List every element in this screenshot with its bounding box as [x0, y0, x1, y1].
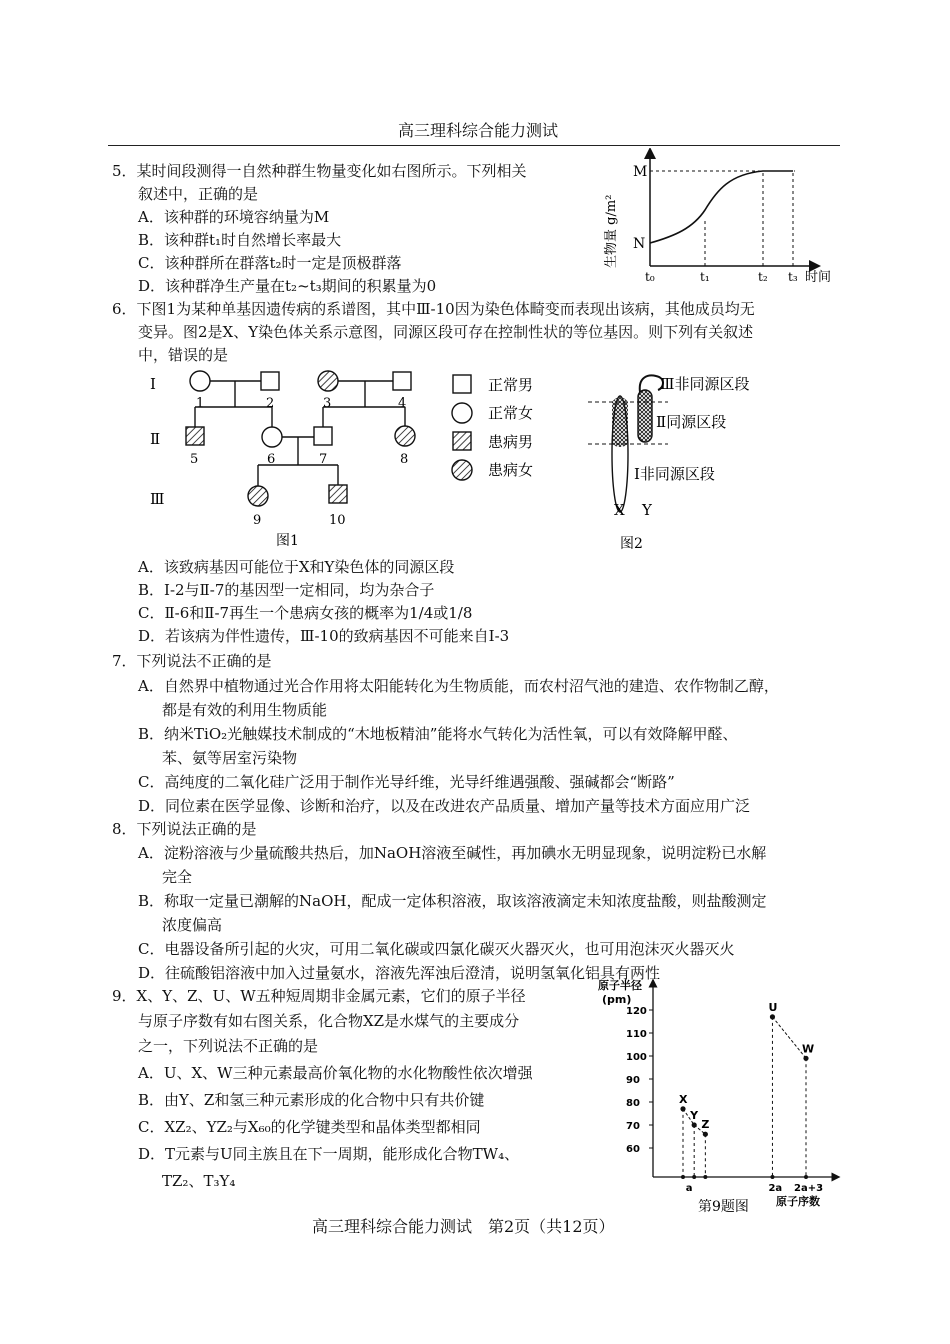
- q7-option-b-line1: B．纳米TiO₂光触媒技术制成的“木地板精油”能将水气转化为活性氧，可以有效降解甲醛、: [138, 725, 738, 743]
- q5-stem-line1: 5．某时间段测得一自然种群生物量变化如右图所示。下列相关: [112, 162, 527, 180]
- q7-option-c: C．高纯度的二氧化硅广泛用于制作光导纤维，光导纤维遇强酸、强碱都会“断路”: [138, 773, 675, 791]
- header-rule: [108, 145, 840, 146]
- q7-stem: 7．下列说法不正确的是: [112, 652, 272, 670]
- y-chromosome: [638, 390, 652, 442]
- pedigree-i4: [393, 372, 411, 390]
- pedigree-iii9: [248, 486, 268, 506]
- svg-text:3: 3: [323, 396, 332, 411]
- svg-text:1: 1: [196, 396, 205, 411]
- svg-text:4: 4: [398, 396, 407, 411]
- page-header: 高三理科综合能力测试: [398, 121, 559, 140]
- q9-stem-line2: 与原子序数有如右图关系，化合物XZ是水煤气的主要成分: [138, 1012, 520, 1030]
- q8-option-c: C．电器设备所引起的火灾，可用二氧化碳或四氯化碳灭火器灭火，也可用泡沫灭火器灭火: [138, 940, 735, 958]
- chart-point-u: [770, 1014, 775, 1019]
- svg-text:X: X: [614, 501, 625, 519]
- q8-option-d: D．往硫酸铝溶液中加入过量氨水，溶液先浑浊后澄清，说明氢氧化铝具有两性: [138, 964, 661, 982]
- q5-option-a: A．该种群的环境容纳量为M: [138, 208, 330, 226]
- q9-option-c: C．XZ₂、YZ₂与X₆₀的化学键类型和晶体类型都相同: [138, 1118, 481, 1136]
- legend-affected-female: 患病女: [488, 461, 534, 479]
- q7-option-a-line1: A．自然界中植物通过光合作用将太阳能转化为生物质能，而农村沼气池的建造、农作物制乙醇，: [138, 677, 779, 695]
- q5-option-b: B．该种群t₁时自然增长率最大: [138, 231, 342, 249]
- chart-ytick-label: 120: [626, 1006, 647, 1017]
- chart-axis-dot: [692, 1175, 696, 1179]
- chart-ylabel-line1: 原子半径: [598, 979, 642, 992]
- chart-ytick-label: 90: [626, 1075, 640, 1086]
- svg-text:10: 10: [329, 513, 346, 528]
- chart-ytick-label: 70: [626, 1121, 640, 1132]
- q8-option-a-line1: A．淀粉溶液与少量硫酸共热后，加NaOH溶液至碱性，再加碘水无明显现象，说明淀粉已水解: [138, 844, 767, 862]
- svg-text:Ⅱ: Ⅱ: [150, 430, 161, 448]
- q8-option-b-line2: 浓度偏高: [162, 916, 223, 934]
- legend-normal-male: 正常男: [488, 376, 534, 394]
- chart-point-x: [680, 1106, 685, 1111]
- pedigree-i3: [318, 371, 338, 391]
- svg-text:2: 2: [266, 396, 275, 411]
- chart-ytick-label: 60: [626, 1144, 640, 1155]
- q5-option-c: C．该种群所在群落t₂时一定是顶极群落: [138, 254, 402, 272]
- q5-biomass-graph: [595, 148, 845, 288]
- legend-normal-female: 正常女: [488, 404, 534, 422]
- q6-stem-line2: 变异。图2是X、Y染色体关系示意图，同源区段可存在控制性状的等位基因。则下列有关叙述: [138, 323, 754, 341]
- chart-ytick-label: 110: [626, 1029, 647, 1040]
- chart-point-y: [692, 1122, 697, 1127]
- pedigree-ii5: [186, 427, 204, 445]
- chart-axis-dot: [681, 1175, 685, 1179]
- chart-point-z: [703, 1132, 708, 1137]
- graph-xlabel: 时间: [805, 270, 832, 285]
- chart-point-label: Z: [701, 1118, 710, 1132]
- q6-option-b: B．Ⅰ-2与Ⅱ-7的基因型一定相同，均为杂合子: [138, 581, 435, 599]
- chart-point-label: Y: [690, 1109, 699, 1122]
- svg-text:8: 8: [400, 452, 409, 467]
- svg-text:Y: Y: [642, 501, 652, 519]
- chart-axis-dot: [703, 1175, 707, 1179]
- graph-tick-t3: t₃: [788, 270, 798, 284]
- q9-option-d-line1: D．T元素与U同主族且在下一周期，能形成化合物TW₄、: [138, 1145, 520, 1163]
- svg-text:9: 9: [253, 513, 262, 528]
- fig2-label-iii: Ⅲ非同源区段: [660, 375, 750, 393]
- chart-point-label: W: [802, 1042, 815, 1056]
- q8-stem: 8．下列说法正确的是: [112, 820, 257, 838]
- chart-point-w: [803, 1056, 808, 1061]
- chart-ylabel-unit: (pm): [602, 993, 632, 1006]
- chart-xtick-label: a: [685, 1183, 693, 1194]
- q6-stem-line1: 6．下图1为某种单基因遗传病的系谱图，其中Ⅲ-10因为染色体畸变而表现出该病，其他成员均无: [112, 300, 755, 318]
- q6-option-a: A．该致病基因可能位于X和Y染色体的同源区段: [138, 558, 455, 576]
- q5-stem-line2: 叙述中，正确的是: [138, 185, 259, 203]
- q9-option-b: B．由Y、Z和氢三种元素形成的化合物中只有共价键: [138, 1091, 485, 1109]
- svg-text:5: 5: [190, 452, 199, 467]
- chart-axis-dot: [770, 1175, 774, 1179]
- q9-option-d-line2: TZ₂、T₃Y₄: [162, 1172, 236, 1190]
- chart-point-label: U: [768, 1000, 778, 1014]
- q5-option-d: D．该种群净生产量在t₂~t₃期间的积累量为0: [138, 277, 437, 295]
- fig2-label-i: Ⅰ非同源区段: [634, 465, 715, 483]
- pedigree-i1: [190, 371, 210, 391]
- fig2-label-ii: Ⅱ同源区段: [656, 413, 727, 431]
- pedigree-ii8: [395, 426, 415, 446]
- chart-point-label: X: [679, 1092, 688, 1106]
- q7-option-d: D．同位素在医学显像、诊断和治疗，以及在改进农产品质量、增加产量等技术方面应用广泛: [138, 797, 751, 815]
- chart-ytick-label: 80: [626, 1098, 640, 1109]
- q6-option-c: C．Ⅱ-6和Ⅱ-7再生一个患病女孩的概率为1/4或1/8: [138, 604, 473, 622]
- graph-tick-t2: t₂: [758, 270, 768, 284]
- q7-option-a-line2: 都是有效的利用生物质能: [162, 701, 328, 719]
- chart-connector: [772, 1017, 806, 1058]
- chart-xtick-label: 2a: [768, 1183, 783, 1194]
- q6-option-d: D．若该病为伴性遗传，Ⅲ-10的致病基因不可能来自Ⅰ-3: [138, 627, 510, 645]
- q9-option-a: A．U、X、W三种元素最高价氧化物的水化物酸性依次增强: [138, 1064, 533, 1082]
- fig2-caption: 图2: [620, 536, 643, 552]
- pedigree-ii6: [262, 427, 282, 447]
- graph-tick-m: M: [633, 164, 648, 180]
- graph-tick-t1: t₁: [700, 270, 710, 284]
- pedigree-iii10: [329, 485, 347, 503]
- svg-text:Ⅲ: Ⅲ: [150, 490, 165, 508]
- chart-axis-dot: [804, 1175, 808, 1179]
- chart-ytick-label: 100: [626, 1052, 647, 1063]
- pedigree-ii7: [314, 427, 332, 445]
- chart-xtick-label: 2a+3: [794, 1183, 824, 1194]
- q8-option-a-line2: 完全: [162, 868, 193, 886]
- graph-tick-n: N: [633, 236, 646, 252]
- q8-option-b-line1: B．称取一定量已潮解的NaOH，配成一定体积溶液，取该溶液滴定未知浓度盐酸，则盐酸测定: [138, 892, 767, 910]
- pedigree-figure: [140, 362, 560, 552]
- q7-option-b-line2: 苯、氨等居室污染物: [162, 749, 298, 767]
- graph-ylabel: 生物量 g/m²: [604, 194, 619, 268]
- chart-caption: 第9题图: [698, 1199, 749, 1215]
- q9-stem-line1: 9．X、Y、Z、U、W五种短周期非金属元素，它们的原子半径: [112, 987, 526, 1005]
- svg-text:7: 7: [319, 452, 328, 467]
- graph-tick-t0: t₀: [645, 270, 655, 284]
- xy-chromosome-figure: [580, 362, 820, 552]
- svg-text:6: 6: [267, 452, 276, 467]
- chart-xlabel: 原子序数: [776, 1195, 820, 1208]
- q6-stem-line3: 中，错误的是: [138, 346, 229, 364]
- legend-affected-male: 患病男: [488, 433, 534, 451]
- q9-stem-line3: 之一，下列说法不正确的是: [138, 1037, 319, 1055]
- fig1-caption: 图1: [276, 533, 299, 549]
- page-footer: 高三理科综合能力测试 第2页（共12页）: [312, 1217, 615, 1236]
- pedigree-i2: [261, 372, 279, 390]
- q9-atomic-radius-chart: [598, 975, 848, 1220]
- svg-text:Ⅰ: Ⅰ: [150, 375, 156, 393]
